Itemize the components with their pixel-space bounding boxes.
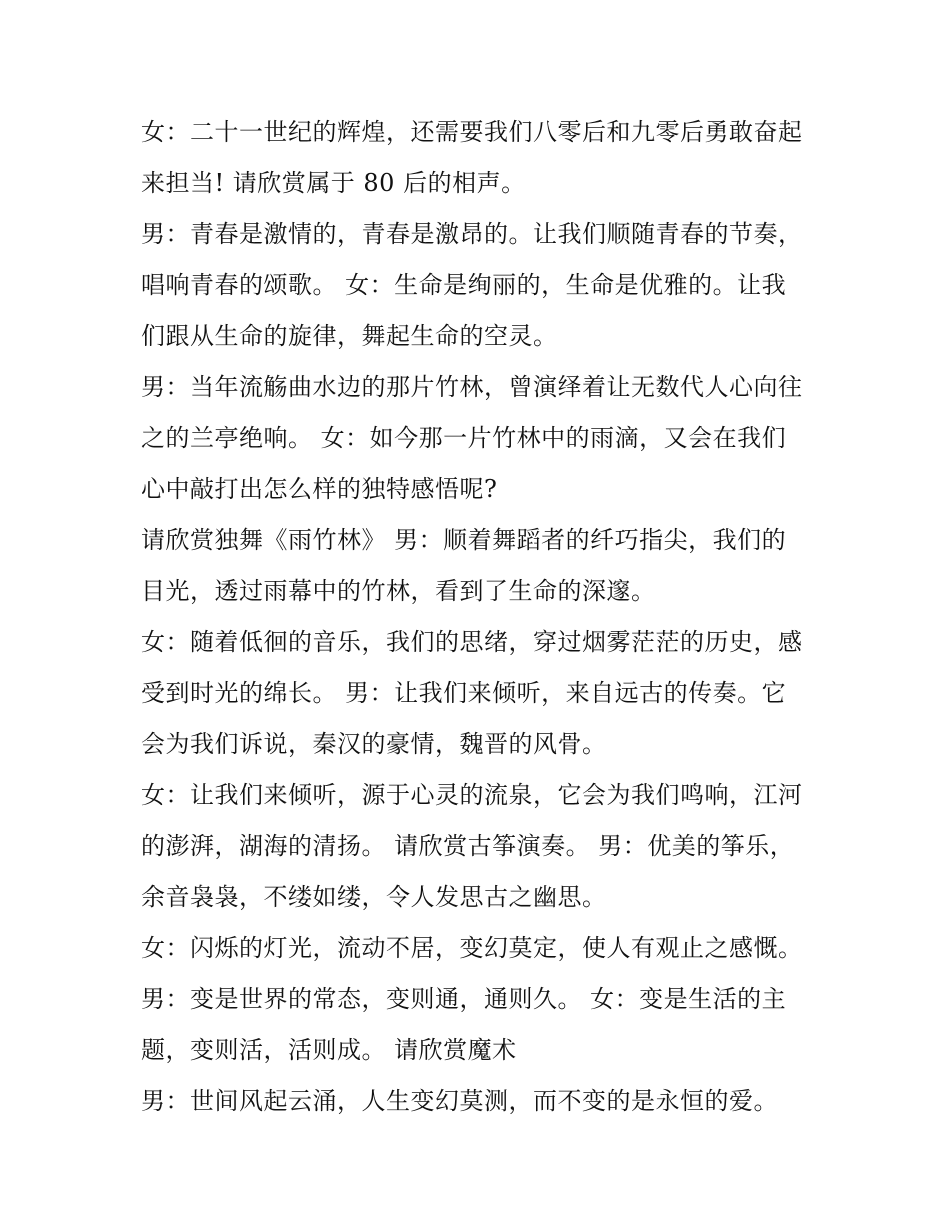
text-line: 女：二十一世纪的辉煌，还需要我们八零后和九零后勇敢奋起 bbox=[141, 118, 803, 146]
text-line: 女：闪烁的灯光，流动不居，变幻莫定，使人有观止之感慨。 bbox=[141, 934, 803, 962]
text-line: 请欣赏独舞《雨竹林》 男：顺着舞蹈者的纤巧指尖，我们的 bbox=[141, 526, 787, 554]
text-line: 会为我们诉说，秦汉的豪情，魏晋的风骨。 bbox=[141, 730, 607, 758]
text-line: 男：青春是激情的，青春是激昂的。让我们顺随青春的节奏， bbox=[141, 220, 803, 248]
text-line: 女：让我们来倾听，源于心灵的流泉，它会为我们鸣响，江河 bbox=[141, 781, 803, 809]
text-line: 余音袅袅，不缕如缕，令人发思古之幽思。 bbox=[141, 883, 607, 911]
text-line: 男：变是世界的常态，变则通，通则久。 女：变是生活的主 bbox=[141, 985, 787, 1013]
text-line: 来担当! 请欣赏属于 80 后的相声。 bbox=[141, 169, 526, 197]
text-line: 男：世间风起云涌，人生变幻莫测，而不变的是永恒的爱。 bbox=[141, 1087, 778, 1115]
text-line: 男：当年流觞曲水边的那片竹林，曾演绎着让无数代人心向往 bbox=[141, 373, 803, 401]
text-line: 唱响青春的颂歌。 女：生命是绚丽的，生命是优雅的。让我 bbox=[141, 271, 787, 299]
text-line: 心中敲打出怎么样的独特感悟呢? bbox=[141, 475, 498, 503]
text-line: 题，变则活，活则成。 请欣赏魔术 bbox=[141, 1036, 517, 1064]
script-text bbox=[141, 107, 831, 1127]
text-line: 之的兰亭绝响。 女：如今那一片竹林中的雨滴，又会在我们 bbox=[141, 424, 787, 452]
text-line: 的澎湃，湖海的清扬。 请欣赏古筝演奏。 男：优美的筝乐， bbox=[141, 832, 795, 860]
text-line: 目光，透过雨幕中的竹林，看到了生命的深邃。 bbox=[141, 577, 656, 605]
text-line: 女：随着低徊的音乐，我们的思绪，穿过烟雾茫茫的历史，感 bbox=[141, 628, 803, 656]
text-line: 们跟从生命的旋律，舞起生命的空灵。 bbox=[141, 322, 558, 350]
text-line: 受到时光的绵长。 男：让我们来倾听，来自远古的传奏。它 bbox=[141, 679, 787, 707]
